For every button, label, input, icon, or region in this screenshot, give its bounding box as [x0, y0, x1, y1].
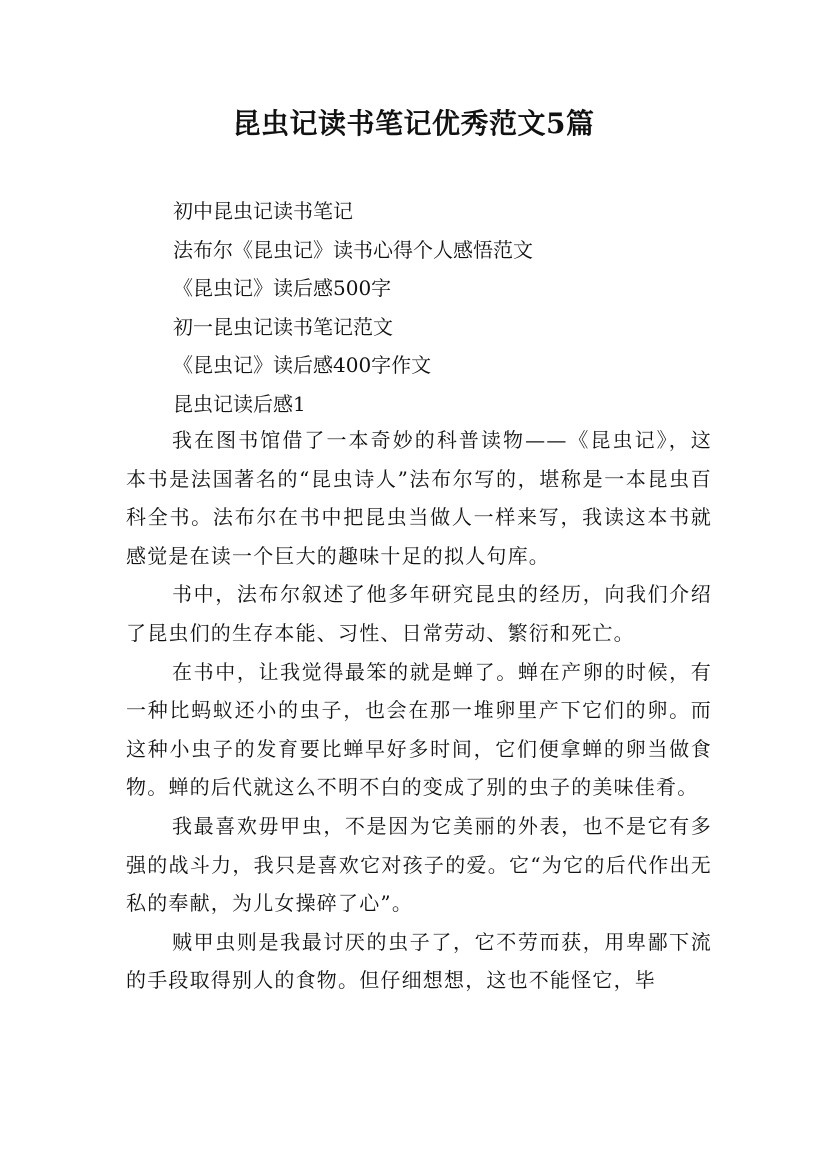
paragraph: 书中，法布尔叙述了他多年研究昆虫的经历，向我们介绍了昆虫们的生存本能、习性、日常劳动、繁衍和死亡。	[126, 582, 712, 645]
document-title: 昆虫记读书笔记优秀范文5篇	[232, 107, 595, 140]
section-heading: 昆虫记读后感1	[173, 392, 306, 416]
toc-item: 初一昆虫记读书笔记范文	[173, 314, 393, 339]
toc-item: 初中昆虫记读书笔记	[173, 199, 353, 223]
toc-item: 《昆虫记》读后感500字	[173, 276, 392, 300]
paragraph: 我最喜欢毋甲虫，不是因为它美丽的外表，也不是它有多强的战斗力，我只是喜欢它对孩子的爱。它“为它的后代作出无私的奉献，为儿女操碎了心”。	[126, 813, 712, 916]
paragraph: 贼甲虫则是我最讨厌的虫子了，它不劳而获，用卑鄙下流的手段取得别人的食物。但仔细想想，这也不能怪它，毕	[126, 929, 712, 993]
body-text	[126, 421, 712, 1000]
paragraph: 我在图书馆借了一本奇妙的科普读物——《昆虫记》，这本书是法国著名的“昆虫诗人”法布尔写的，堪称是一本昆虫百科全书。法布尔在书中把昆虫当做人一样来写，我读这本书就感觉是在读一个巨大的趣味十足的拟人句库。	[126, 428, 712, 568]
toc-item: 《昆虫记》读后感400字作文	[173, 353, 432, 377]
toc-item: 法布尔《昆虫记》读书心得个人感悟范文	[173, 237, 533, 262]
table-of-contents	[173, 192, 533, 385]
paragraph: 在书中，让我觉得最笨的就是蝉了。蝉在产卵的时候，有一种比蚂蚁还小的虫子，也会在那一堆卵里产下它们的卵。而这种小虫子的发育要比蝉早好多时间，它们便拿蝉的卵当做食物。蝉的后代就这么不明不白的变成了别的虫子的美味佳肴。	[126, 659, 712, 800]
